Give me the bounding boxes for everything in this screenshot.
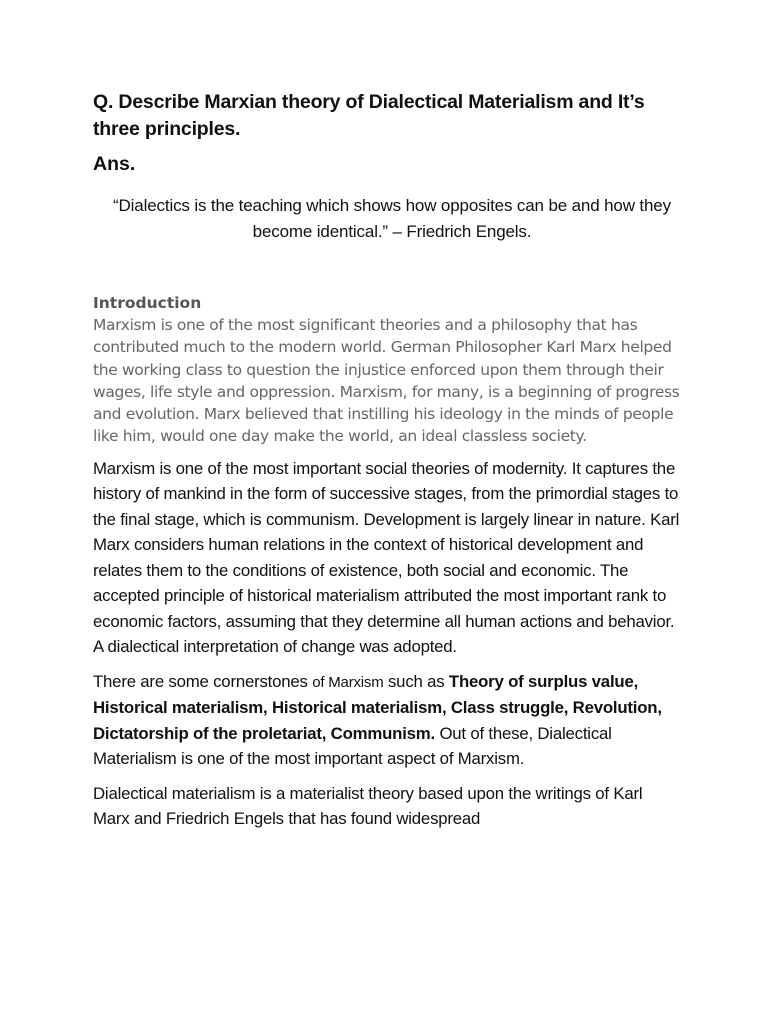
question-heading: Q. Describe Marxian theory of Dialectical Materialism and It’s three principles.: [93, 91, 645, 140]
cornerstones-tail: Out of these, Dialectical Materialism is one of the most important aspect of Marxism.: [93, 723, 612, 769]
paragraph-dialectical-materialism: Dialectical materialism is a materialist theory based upon the writings of Karl Marx and Friedrich Engels that has found widespread: [93, 783, 643, 829]
cornerstones-connector: such as: [383, 671, 449, 691]
paragraph-cornerstones: [93, 669, 683, 772]
document-content: [93, 89, 683, 832]
introduction-heading: Introduction: [93, 294, 202, 312]
cornerstones-bold-list: Theory of surplus value, Historical materialism, Historical materialism, Class struggle, Revolution, Dictatorship of the proletariat, Communism.: [93, 671, 662, 743]
cornerstones-lead: There are some cornerstones: [93, 671, 313, 691]
paragraph-marxism-modernity: Marxism is one of the most important social theories of modernity. It captures the history of mankind in the form of successive stages, from the primordial stages to the final stage, which is communism. Development is largely linear in nature. Karl Marx considers human relations in the context of historical development and relates them to the conditions of existence, both social and economic. The accepted principle of historical materialism attributed the most important rank to economic factors, assuming that they determine all human actions and behavior. A dialectical interpretation of change was adopted.: [93, 458, 680, 657]
introduction-text: Marxism is one of the most significant theories and a philosophy that has contributed much to the modern world. German Philosopher Karl Marx helped the working class to question the injustice enforced upon them through their wages, life style and oppression. Marxism, for many, is a beginning of progress and evolution. Marx believed that instilling his ideology in the minds of people like him, would one day make the world, an ideal classless society.: [93, 316, 680, 446]
cornerstones-small-text: of Marxism: [312, 673, 384, 691]
answer-label: Ans.: [93, 153, 136, 175]
engels-quote: “Dialectics is the teaching which shows how opposites can be and how they become identical.” – Friedrich Engels.: [113, 196, 671, 241]
